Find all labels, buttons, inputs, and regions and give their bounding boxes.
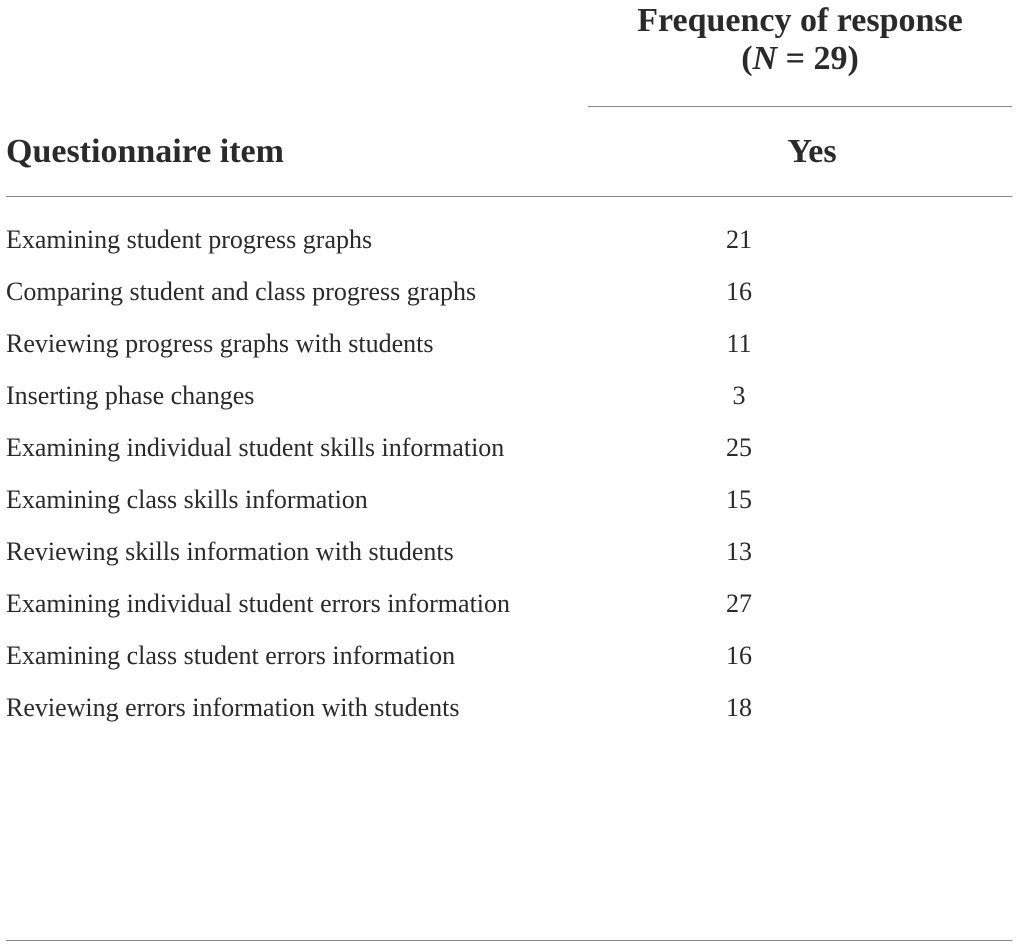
row-item: Reviewing skills information with students xyxy=(6,537,454,566)
frequency-header-title: Frequency of response xyxy=(637,2,963,39)
row-yes-count: 3 xyxy=(732,381,746,410)
table-row xyxy=(0,690,1017,726)
row-yes-count: 16 xyxy=(726,277,752,306)
row-item: Reviewing errors information with students xyxy=(6,693,460,722)
table-row xyxy=(0,482,1017,518)
row-yes-count: 18 xyxy=(726,693,752,722)
row-item: Reviewing progress graphs with students xyxy=(6,329,434,358)
table-row xyxy=(0,378,1017,414)
table-row xyxy=(0,638,1017,674)
row-item: Examining class skills information xyxy=(6,485,368,514)
table-row xyxy=(0,534,1017,570)
row-yes-count: 16 xyxy=(726,641,752,670)
column-header-yes: Yes xyxy=(787,133,837,170)
header-divider xyxy=(6,196,1012,197)
row-yes-count: 25 xyxy=(726,433,752,462)
row-yes-count: 13 xyxy=(726,537,752,566)
row-item: Examining student progress graphs xyxy=(6,225,373,254)
row-yes-count: 27 xyxy=(726,589,752,618)
sample-size-symbol: N xyxy=(752,40,778,77)
row-yes-count: 11 xyxy=(726,329,752,358)
table-row xyxy=(0,326,1017,362)
row-item: Examining individual student errors information xyxy=(6,589,511,618)
table-row xyxy=(0,274,1017,310)
group-header-divider xyxy=(588,106,1012,107)
table-body xyxy=(0,222,1017,742)
frequency-group-header xyxy=(588,2,1012,78)
row-item: Inserting phase changes xyxy=(6,381,255,410)
table-bottom-divider xyxy=(6,940,1012,941)
table-row xyxy=(0,222,1017,258)
row-yes-count: 15 xyxy=(726,485,752,514)
row-yes-count: 21 xyxy=(726,225,752,254)
row-item: Examining individual student skills information xyxy=(6,433,505,462)
column-header-item: Questionnaire item xyxy=(6,133,284,170)
frequency-header-n: (N = 29) xyxy=(741,40,859,77)
table-row xyxy=(0,430,1017,466)
row-item: Examining class student errors information xyxy=(6,641,456,670)
row-item: Comparing student and class progress graphs xyxy=(6,277,477,306)
table-row xyxy=(0,586,1017,622)
